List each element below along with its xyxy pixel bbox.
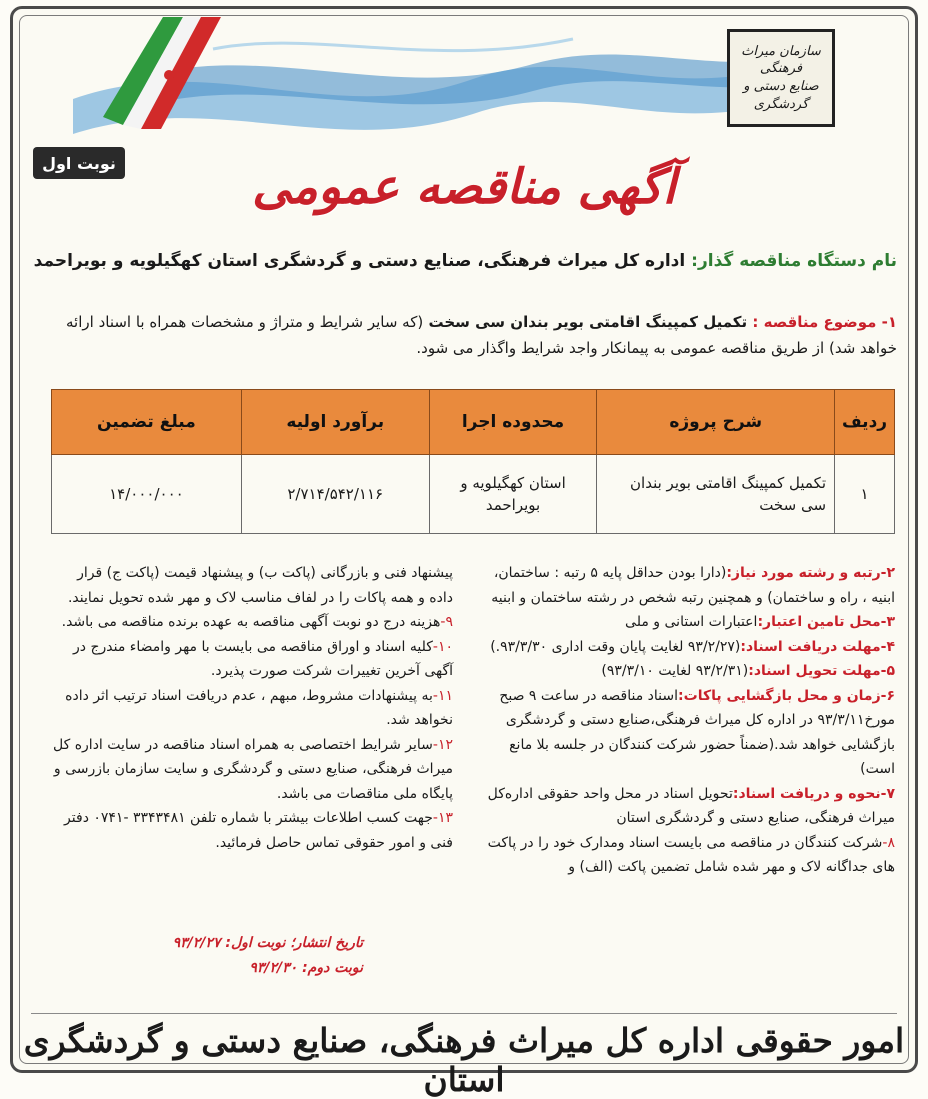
subject-label: ۱- موضوع مناقصه : [752,313,897,331]
notice-frame [10,6,918,1099]
item-6: ۶-زمان و محل بازگشایی پاکات:اسناد مناقصه در ساعت ۹ صبح مورخ۹۳/۳/۱۱ در اداره کل میراث فرهنگی،صنایع دستی و گردشگری بازگشایی خواهد شد.(ضمناً حضور شرکت کنندگان در جلسه بلا مانع است) [499,687,895,777]
header-execution-area: محدوده اجرا [429,390,597,455]
tender-table [51,389,895,534]
header-guarantee-amount: مبلغ تضمین [52,390,242,455]
conditions-right-column [475,561,895,880]
item-10: ۱۰-کلیه اسناد و اوراق مناقصه می بایست با مهر وامضاء مندرج در آگهی آخرین تغییرات شرکت صورت پذیرد. [73,638,453,679]
item-8-continued: پیشنهاد فنی و بازرگانی (پاکت ب) و پیشنهاد قیمت (پاکت ج) قرار داده و همه پاکات را در لفاف مناسب لاک و مهر شده تحویل نمایند. [67,565,453,606]
round-badge: نوبت اول [33,147,125,179]
table-row [52,455,895,534]
logo-line-2: صنایع دستی و گردشگری [743,79,819,112]
organizer-label: نام دستگاه مناقصه گذار: [691,251,897,271]
organizer-value: اداره کل میراث فرهنگی، صنایع دستی و گردشگری استان کهگیلویه و بویراحمد [33,251,686,271]
subject-rest: (که سایر شرایط و متراژ و مشخصات همراه با اسناد ارائه خواهد شد) از طریق مناقصه عمومی به پیمانکار واجد شرایط واگذار می شود. [66,313,897,358]
header-row-number: ردیف [835,390,895,455]
subject-title: تکمیل کمپینگ اقامتی بویر بندان سی سخت [428,313,748,331]
notice-title: آگهی مناقصه عمومی [252,159,676,215]
publication-second-round: نوبت دوم: ۹۳/۲/۳۰ [249,959,363,976]
item-11: ۱۱-به پیشنهادات مشروط، مبهم ، عدم دریافت اسناد ترتیب اثر داده نخواهد شد. [65,687,453,728]
conditions-left-column [53,561,453,855]
header-project-description: شرح پروژه [597,390,835,455]
item-3: ۳-محل تامین اعتبار:اعتبارات استانی و ملی [625,614,895,630]
organization-logo [727,29,835,127]
organizer-line [31,251,897,271]
item-2: ۲-رتبه و رشته مورد نیاز:(دارا بودن حداقل پایه ۵ رتبه : ساختمان، ابنیه ، راه و ساختمان) و همچنین رتبه شخص در رشته ساختمان و ابنیه [491,565,895,606]
publication-dates [163,931,363,980]
cell-initial-estimate: ۲/۷۱۴/۵۴۲/۱۱۶ [241,455,429,534]
item-12: ۱۲-سایر شرایط اختصاصی به همراه اسناد مناقصه در سایت اداره کل میراث فرهنگی، صنایع دستی و گردشگری و سایت سازمان بازرسی و پایگاه ملی مناقصات می باشد. [52,736,453,802]
item-9: ۹-هزینه درج دو نوبت آگهی مناقصه به عهده برنده مناقصه می باشد. [61,614,453,630]
cell-execution-area: استان کهگیلویه و بویراحمد [429,455,597,534]
footer-divider [31,1013,897,1014]
publication-first-round: تاریخ انتشار؛ نوبت اول: ۹۳/۲/۲۷ [172,935,363,951]
cell-project-description: تکمیل کمپینگ اقامتی بویر بندان سی سخت [597,455,835,534]
item-5: ۵-مهلت تحویل اسناد:(۹۳/۲/۳۱ لغایت ۹۳/۳/۱۰) [601,663,895,679]
item-4: ۴-مهلت دریافت اسناد:(۹۳/۲/۲۷ لغایت پایان وقت اداری ۹۳/۳/۳۰.) [490,638,895,655]
iran-flag-icon [83,17,233,129]
item-13: ۱۳-جهت کسب اطلاعات بیشتر با شماره تلفن ۳۳۴۳۴۸۱ -۰۷۴۱ دفتر فنی و امور حقوقی تماس حاصل فرمائید. [64,810,453,851]
subject-paragraph [31,309,897,362]
item-8: ۸-شرکت کنندگان در مناقصه می بایست اسناد ومدارک خود را در پاکت های جداگانه لاک و مهر شده شامل تضمین پاکت (الف) و [487,834,895,875]
cell-row-number: ۱ [835,455,895,534]
item-7: ۷-نحوه و دریافت اسناد:تحویل اسناد در محل واحد حقوقی اداره‌کل میراث فرهنگی، صنایع دستی و گردشگری استان [487,785,895,826]
logo-line-1: سازمان میراث فرهنگی [741,43,821,77]
footer-signature: امور حقوقی اداره کل میراث فرهنگی، صنایع دستی و گردشگری استان [23,1021,905,1099]
cell-guarantee-amount: ۱۴/۰۰۰/۰۰۰ [52,455,242,534]
table-header-row [52,390,895,455]
header-initial-estimate: برآورد اولیه [241,390,429,455]
